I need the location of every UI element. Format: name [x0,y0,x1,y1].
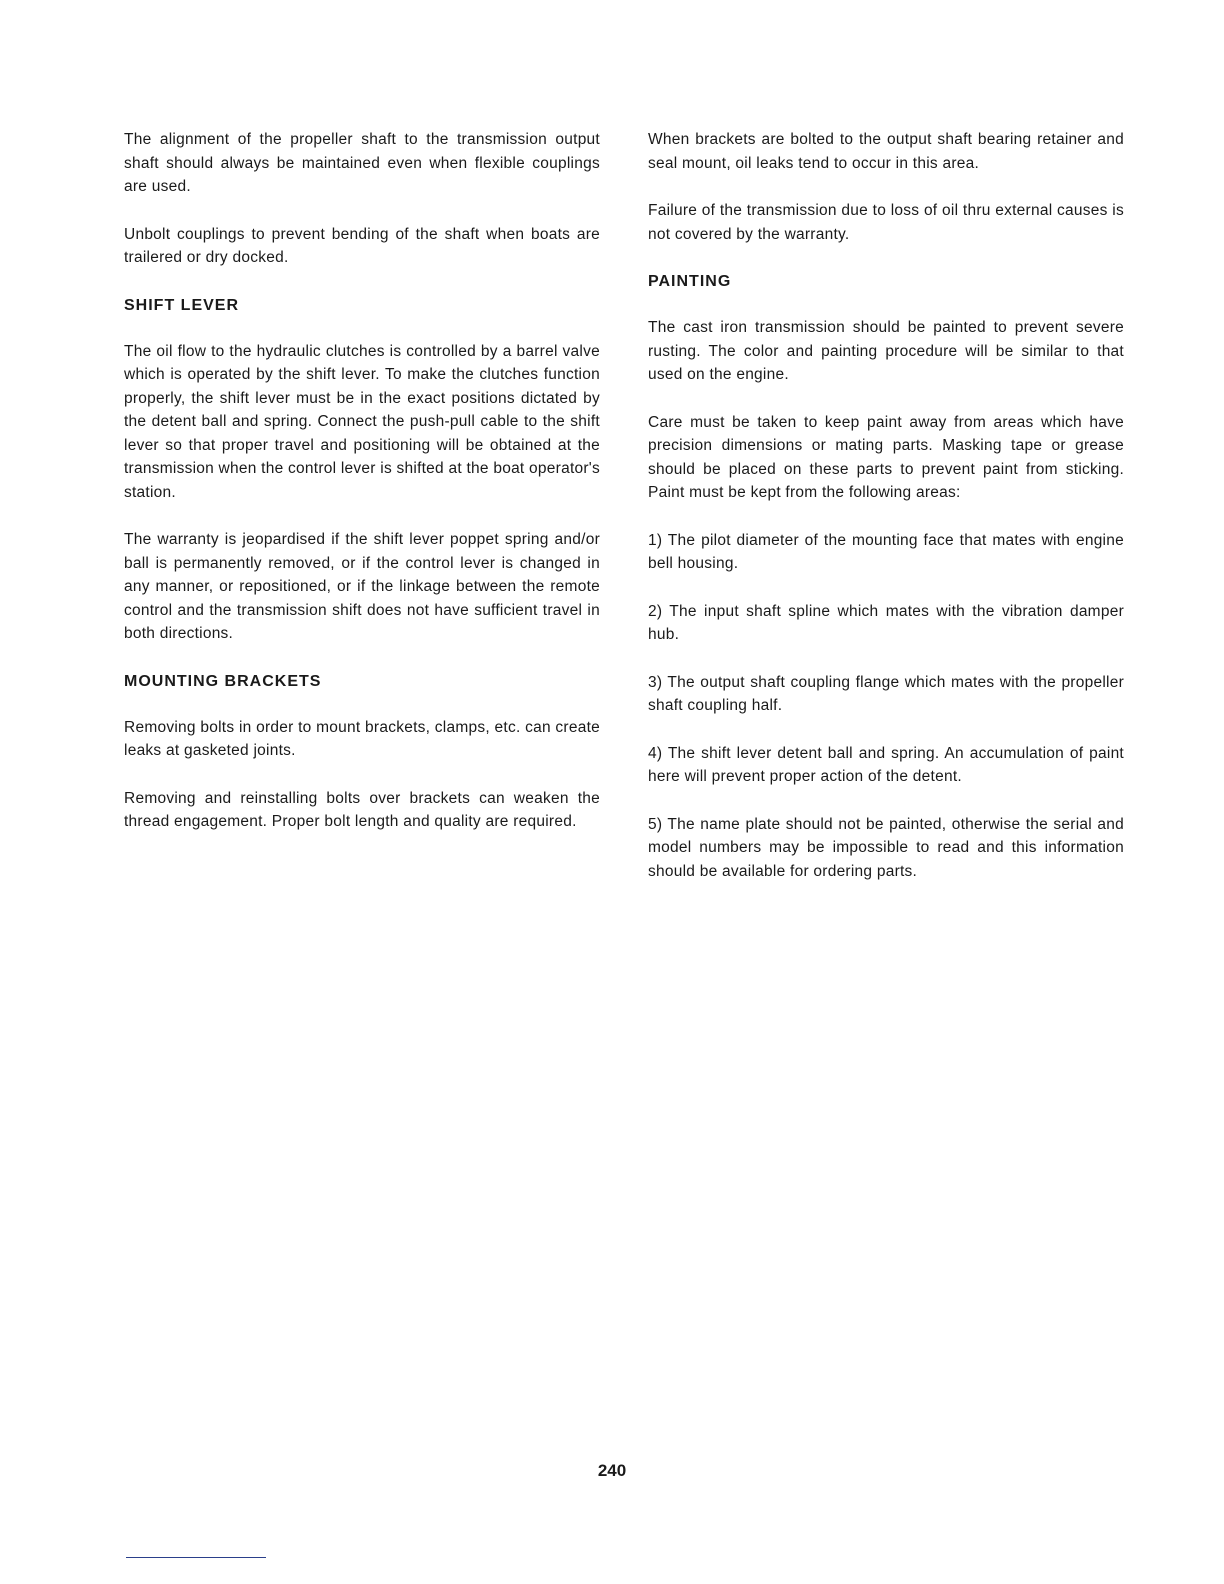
shift-lever-heading: SHIFT LEVER [124,296,240,314]
unbolt-couplings-paragraph: Unbolt couplings to prevent bending of the shaft when boats are trailered or dry docked. [124,225,600,266]
painting-heading: PAINTING [648,273,732,290]
mounting-brackets-heading: MOUNTING BRACKETS [124,672,322,690]
oil-loss-warranty-paragraph: Failure of the transmission due to loss of oil thru external causes is not covered by the warranty. [648,202,1124,243]
list-item: 1) The pilot diameter of the mounting face that mates with engine bell housing. [648,531,1124,572]
right-column [648,128,1124,907]
shaft-alignment-paragraph: The alignment of the propeller shaft to the transmission output shaft should always be maintained even when flexible couplings are used. [124,131,600,195]
page-number: 240 [597,1461,627,1480]
removing-bolts-paragraph: Removing bolts in order to mount brackets, clamps, etc. can create leaks at gasketed joints. [124,718,600,759]
list-item: 3) The output shaft coupling flange which mates with the propeller shaft coupling half. [648,673,1124,714]
paint-care-paragraph: Care must be taken to keep paint away from areas which have precision dimensions or mating parts. Masking tape or grease should be placed on these parts to prevent paint from sticking. Paint must be kept from the following areas: [648,413,1124,501]
left-column [124,128,600,858]
list-item: 2) The input shaft spline which mates with the vibration damper hub. [648,602,1124,643]
warranty-paragraph: The warranty is jeopardised if the shift lever poppet spring and/or ball is permanently removed, or if the control lever is changed in any manner, or repositioned, or if the linkage between the remote control and the transmission shift does not have sufficient travel in both directions. [124,531,600,642]
bracket-oil-leaks-paragraph: When brackets are bolted to the output shaft bearing retainer and seal mount, oil leaks tend to occur in this area. [648,131,1124,172]
oil-flow-paragraph: The oil flow to the hydraulic clutches is controlled by a barrel valve which is operated by the shift lever. To make the clutches function properly, the shift lever must be in the exact positions dictated by the detent ball and spring. Connect the push-pull cable to the shift lever so that proper travel and positioning will be obtained at the transmission when the control lever is shifted at the boat operator's station. [124,342,600,501]
reinstalling-bolts-paragraph: Removing and reinstalling bolts over brackets can weaken the thread engagement. Proper bolt length and quality are required. [124,789,600,830]
footer-divider [126,1557,266,1558]
list-item: 4) The shift lever detent ball and spring. An accumulation of paint here will prevent proper action of the detent. [648,744,1124,785]
list-item: 5) The name plate should not be painted, otherwise the serial and model numbers may be impossible to read and this information should be available for ordering parts. [648,815,1124,880]
cast-iron-painting-paragraph: The cast iron transmission should be painted to prevent severe rusting. The color and painting procedure will be similar to that used on the engine. [648,319,1124,383]
